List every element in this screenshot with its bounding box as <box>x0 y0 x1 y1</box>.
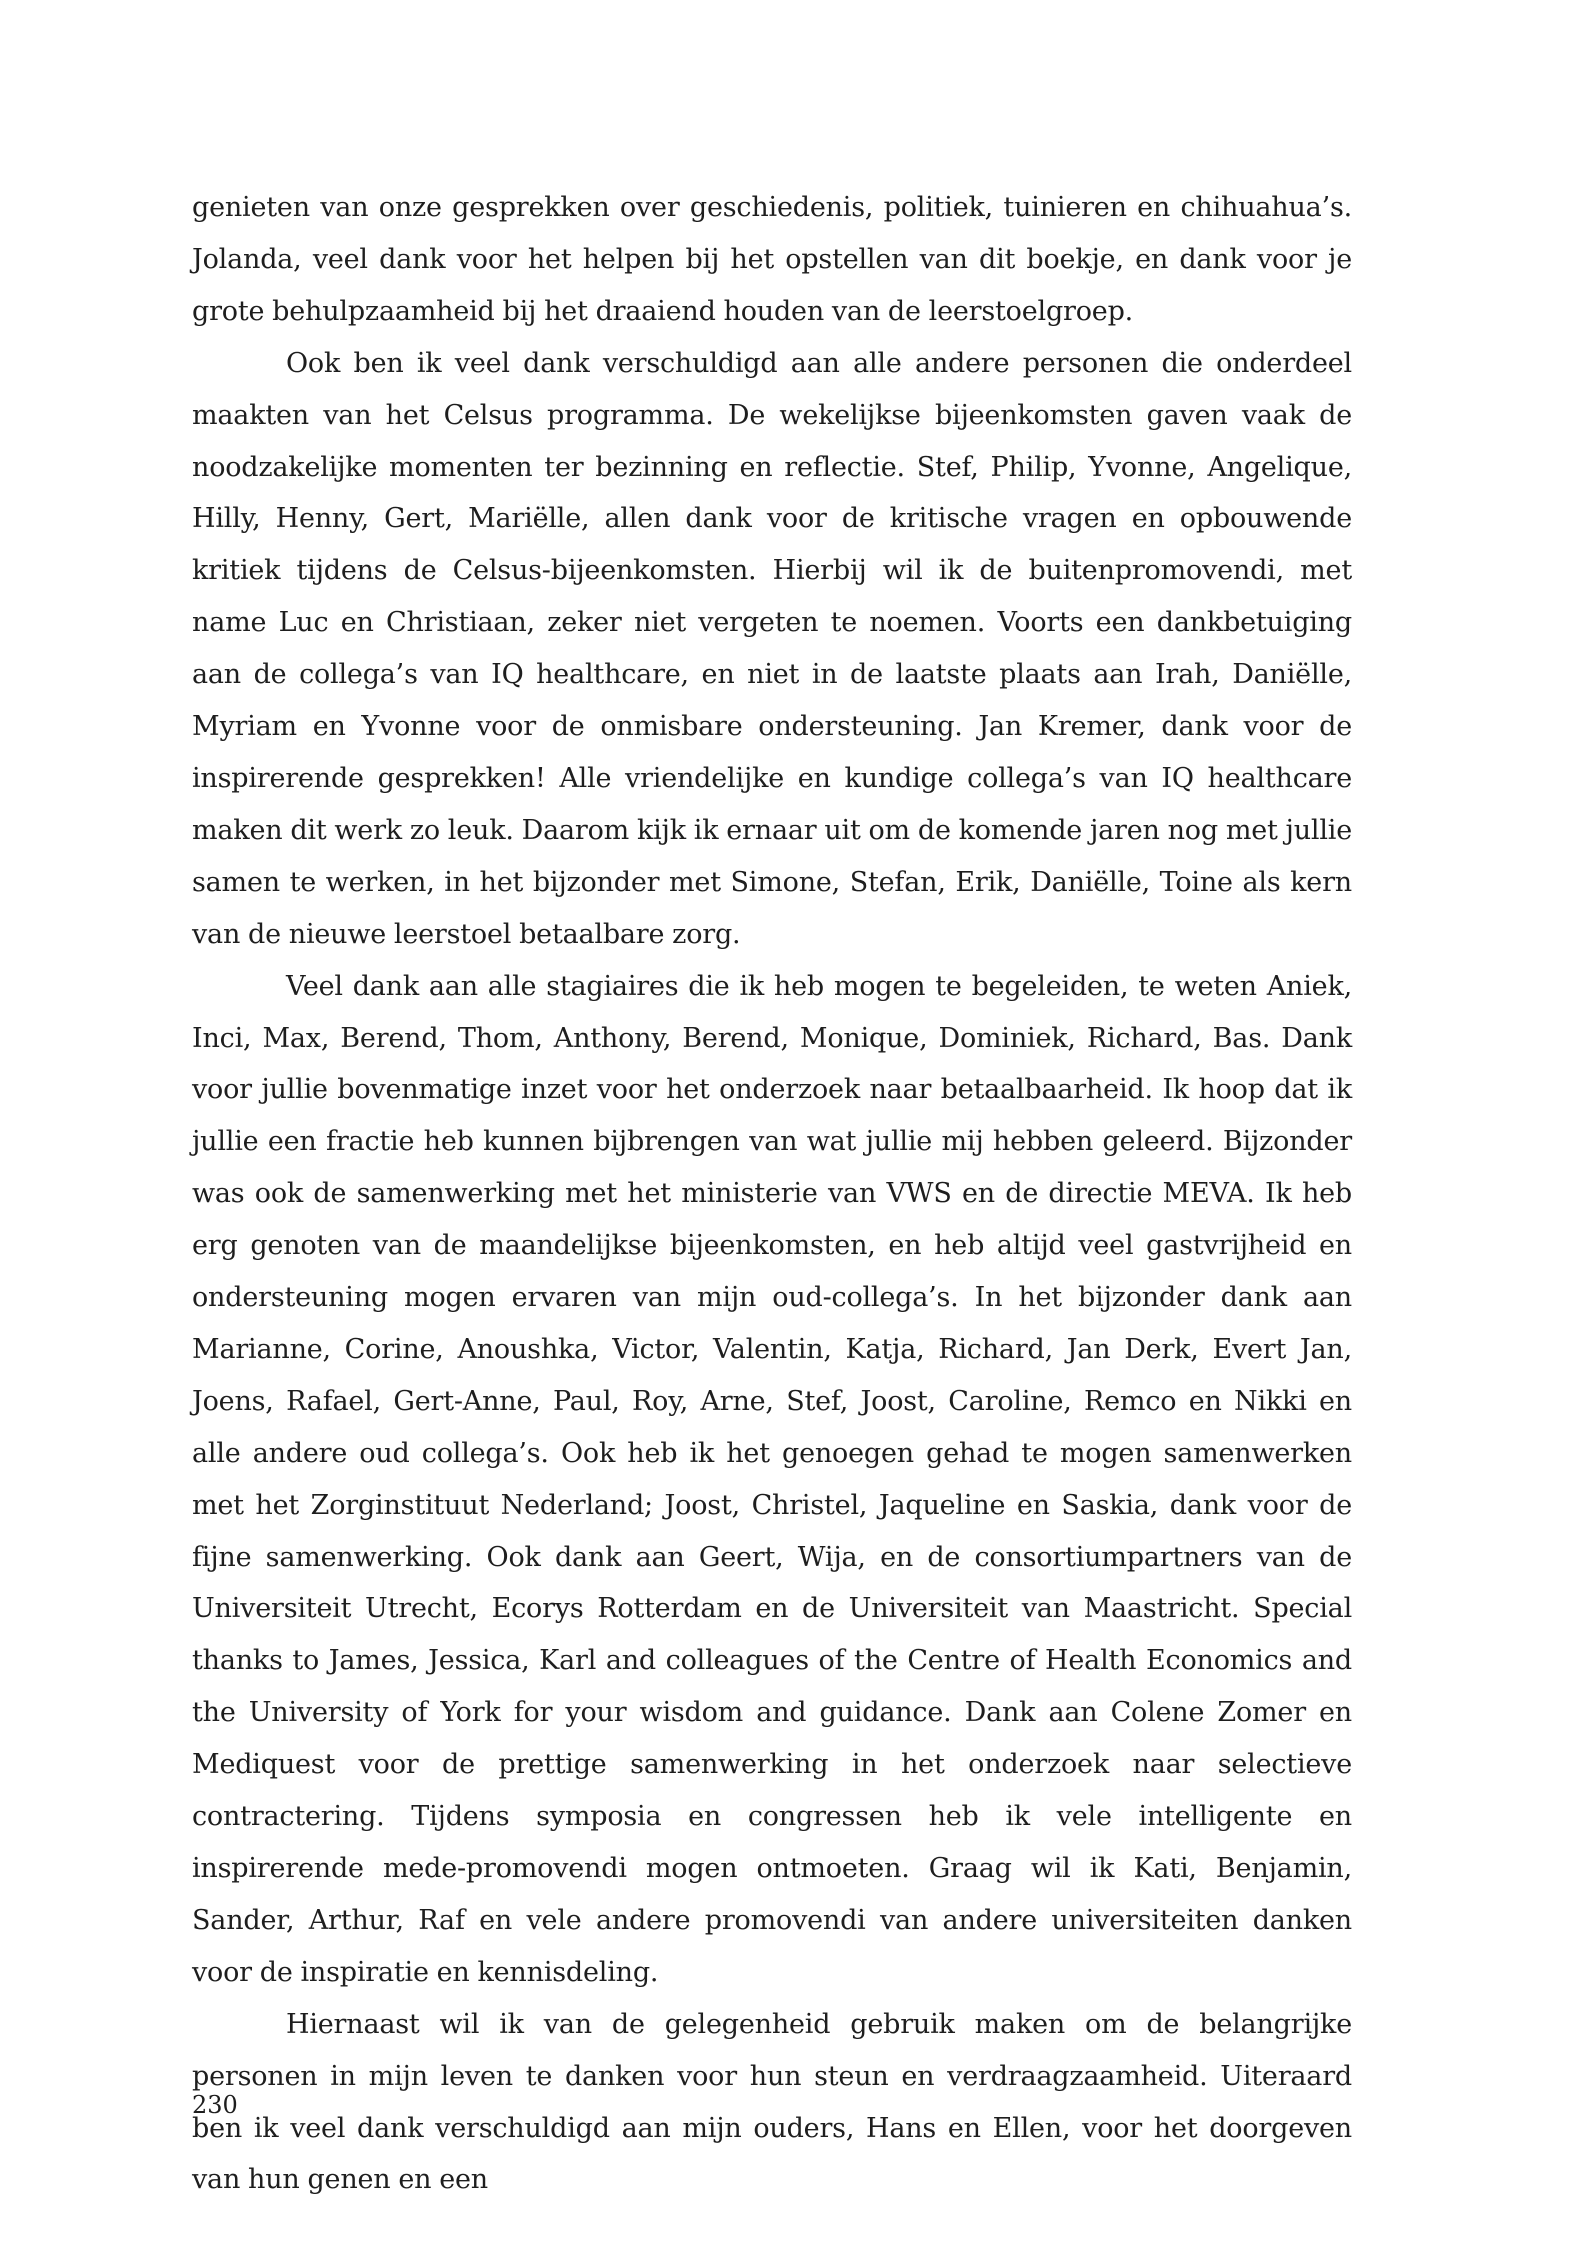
paragraph-2: Ook ben ik veel dank verschuldigd aan alle andere personen die onderdeel maakten van het Celsus programma. De wekelijkse bijeenkomsten gaven vaak de noodzakelijke momenten ter bezinning en reflectie. Stef, Philip, Yvonne, Angelique, Hilly, Henny, Gert, Mariëlle, allen dank voor de kritische vragen en opbouwende kritiek tijdens de Celsus-bijeenkomsten. Hierbij wil ik de buitenpromovendi, met name Luc en Christiaan, zeker niet vergeten te noemen. Voorts een dankbetuiging aan de collega’s van IQ healthcare, en niet in de laatste plaats aan Irah, Daniëlle, Myriam en Yvonne voor de onmisbare ondersteuning. Jan Kremer, dank voor de inspirerende gesprekken! Alle vriendelijke en kundige collega’s van IQ healthcare maken dit werk zo leuk. Daarom kijk ik ernaar uit om de komende jaren nog met jullie samen te werken, in het bijzonder met Simone, Stefan, Erik, Daniëlle, Toine als kern van de nieuwe leerstoel betaalbare zorg. <box>192 347 1352 950</box>
paragraph-4: Hiernaast wil ik van de gelegenheid gebruik maken om de belangrijke personen in mijn leven te danken voor hun steun en verdraagzaamheid. Uiteraard ben ik veel dank verschuldigd aan mijn ouders, Hans en Ellen, voor het doorgeven van hun genen en een <box>192 2008 1352 2196</box>
paragraph-1: genieten van onze gesprekken over geschiedenis, politiek, tuinieren en chihuahua’s. Jolanda, veel dank voor het helpen bij het opstellen van dit boekje, en dank voor je grote behulpzaamheid bij het draaiend houden van de leerstoelgroep. <box>192 192 1352 327</box>
page-body <box>192 182 1352 2206</box>
paragraph-3: Veel dank aan alle stagiaires die ik heb mogen te begeleiden, te weten Aniek, Inci, Max, Berend, Thom, Anthony, Berend, Monique, Dominiek, Richard, Bas. Dank voor jullie bovenmatige inzet voor het onderzoek naar betaalbaarheid. Ik hoop dat ik jullie een fractie heb kunnen bijbrengen van wat jullie mij hebben geleerd. Bijzonder was ook de samenwerking met het ministerie van VWS en de directie MEVA. Ik heb erg genoten van de maandelijkse bijeenkomsten, en heb altijd veel gastvrijheid en ondersteuning mogen ervaren van mijn oud-collega’s. In het bijzonder dank aan Marianne, Corine, Anoushka, Victor, Valentin, Katja, Richard, Jan Derk, Evert Jan, Joens, Rafael, Gert-Anne, Paul, Roy, Arne, Stef, Joost, Caroline, Remco en Nikki en alle andere oud collega’s. Ook heb ik het genoegen gehad te mogen samenwerken met het Zorginstituut Nederland; Joost, Christel, Jaqueline en Saskia, dank voor de fijne samenwerking. Ook dank aan Geert, Wija, en de consortiumpartners van de Universiteit Utrecht, Ecorys Rotterdam en de Universiteit van Maastricht. Special thanks to James, Jessica, Karl and colleagues of the Centre of Health Economics and the University of York for your wisdom and guidance. Dank aan Colene Zomer en Mediquest voor de prettige samenwerking in het onderzoek naar selectieve contractering. Tijdens symposia en congressen heb ik vele intelligente en inspirerende mede-promovendi mogen ontmoeten. Graag wil ik Kati, Benjamin, Sander, Arthur, Raf en vele andere promovendi van andere universiteiten danken voor de inspiratie en kennisdeling. <box>192 970 1352 1988</box>
page-number: 230 <box>192 2091 238 2119</box>
